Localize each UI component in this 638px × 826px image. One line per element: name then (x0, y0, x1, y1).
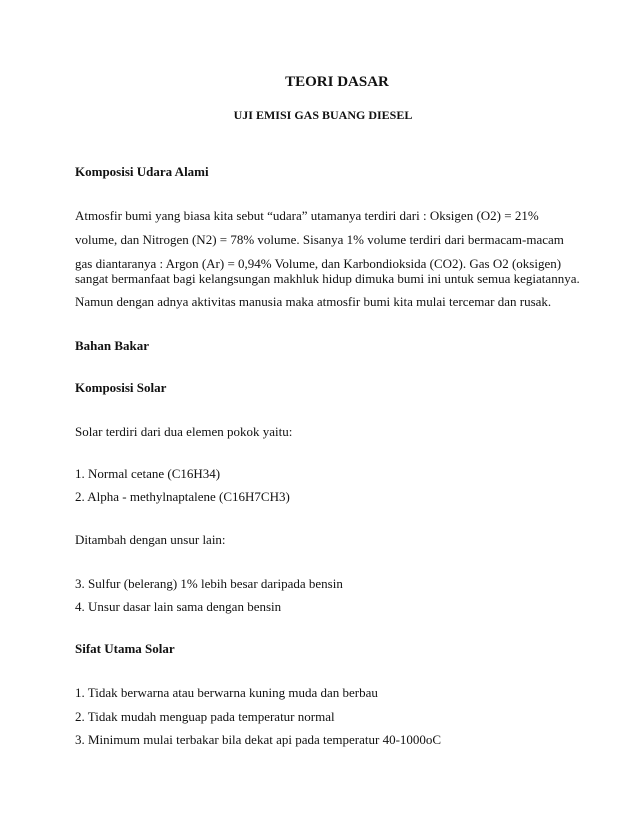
list-item: 4. Unsur dasar lain sama dengan bensin (75, 599, 282, 614)
paragraph-line: sangat bermanfaat bagi kelangsungan makhluk hidup dimuka bumi ini untuk semua kegiatannya. (75, 271, 580, 286)
paragraph-line: gas diantaranya : Argon (Ar) = 0,94% Volume, dan Karbondioksida (CO2). Gas O2 (oksigen) (75, 256, 562, 271)
paragraph-line: Namun dengan adnya aktivitas manusia maka atmosfir bumi kita mulai tercemar dan rusak. (75, 294, 552, 309)
heading-bahan-bakar: Bahan Bakar (75, 338, 150, 353)
paragraph-line: Atmosfir bumi yang biasa kita sebut “udara” utamanya terdiri dari : Oksigen (O2) = 21% (75, 208, 539, 223)
paragraph-line: volume, dan Nitrogen (N2) = 78% volume. Sisanya 1% volume terdiri dari bermacam-macam (75, 232, 564, 247)
document-subtitle: UJI EMISI GAS BUANG DIESEL (233, 108, 413, 122)
list-item: 2. Tidak mudah menguap pada temperatur normal (75, 709, 335, 724)
document-title: TEORI DASAR (285, 74, 389, 90)
list-item: 2. Alpha - methylnaptalene (C16H7CH3) (75, 489, 290, 504)
heading-sifat-utama-solar: Sifat Utama Solar (75, 641, 175, 656)
list-item: 1. Normal cetane (C16H34) (75, 466, 221, 481)
list-item: 3. Minimum mulai terbakar bila dekat api pada temperatur 40-1000oC (75, 732, 442, 747)
list-item: 3. Sulfur (belerang) 1% lebih besar daripada bensin (75, 576, 343, 591)
intro-text: Ditambah dengan unsur lain: (75, 532, 226, 547)
heading-komposisi-solar: Komposisi Solar (75, 380, 167, 395)
list-item: 1. Tidak berwarna atau berwarna kuning muda dan berbau (75, 685, 378, 700)
heading-komposisi-udara: Komposisi Udara Alami (75, 164, 209, 179)
intro-text: Solar terdiri dari dua elemen pokok yaitu: (75, 424, 293, 439)
